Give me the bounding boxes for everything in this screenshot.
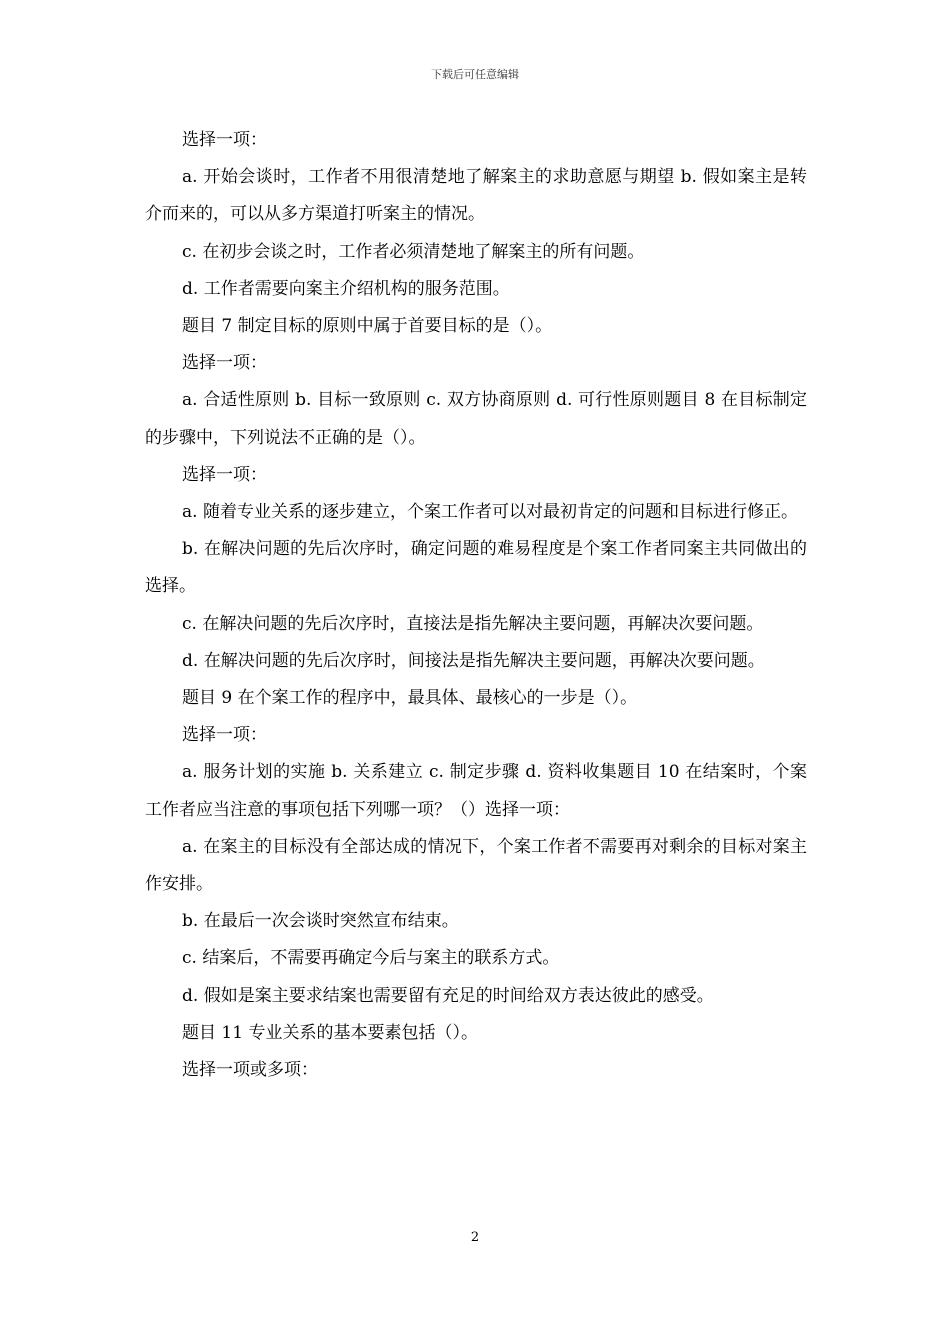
paragraph: 选择一项：	[182, 725, 267, 746]
paragraph: a. 随着专业关系的逐步建立，个案工作者可以对最初肯定的问题和目标进行修正。	[182, 502, 798, 523]
paragraph: a. 在案主的目标没有全部达成的情况下，个案工作者不需要再对剩余的目标对案主作安排。	[145, 836, 807, 895]
document-body	[145, 122, 807, 1089]
paragraph: d. 在解决问题的先后次序时，间接法是指先解决主要问题，再解决次要问题。	[182, 650, 765, 671]
question-heading: 题目 7 制定目标的原则中属于首要目标的是（）。	[182, 316, 553, 337]
question-heading: 题目 11 专业关系的基本要素包括（）。	[182, 1022, 478, 1043]
paragraph: d. 工作者需要向案主介绍机构的服务范围。	[182, 278, 510, 299]
paragraph: d. 假如是案主要求结案也需要留有充足的时间给双方表达彼此的感受。	[182, 985, 714, 1006]
page-header: 下载后可任意编辑	[431, 68, 519, 81]
paragraph: a. 合适性原则 b. 目标一致原则 c. 双方协商原则 d. 可行性原则题目 8 在目标制定的步骤中，下列说法不正确的是（）。	[145, 390, 807, 448]
paragraph: a. 开始会谈时，工作者不用很清楚地了解案主的求助意愿与期望 b. 假如案主是转介而来的，可以从多方渠道打听案主的情况。	[145, 167, 807, 225]
paragraph: 选择一项或多项：	[182, 1060, 318, 1081]
paragraph: 选择一项：	[182, 464, 267, 485]
paragraph: b. 在解决问题的先后次序时，确定问题的难易程度是个案工作者同案主共同做出的选择。	[145, 539, 807, 597]
paragraph: c. 结案后，不需要再确定今后与案主的联系方式。	[182, 948, 560, 969]
paragraph: c. 在初步会谈之时，工作者必须清楚地了解案主的所有问题。	[182, 241, 645, 262]
paragraph: b. 在最后一次会谈时突然宣布结束。	[182, 911, 459, 932]
page-number: 2	[470, 1230, 480, 1245]
paragraph: 选择一项：	[182, 130, 267, 150]
paragraph: a. 服务计划的实施 b. 关系建立 c. 制定步骤 d. 资料收集题目 10 在结案时，个案工作者应当注意的事项包括下列哪一项？（）选择一项：	[145, 762, 807, 820]
paragraph: 选择一项：	[182, 353, 267, 374]
question-heading: 题目 9 在个案工作的程序中，最具体、最核心的一步是（）。	[182, 688, 638, 709]
paragraph: c. 在解决问题的先后次序时，直接法是指先解决主要问题，再解决次要问题。	[182, 613, 764, 634]
